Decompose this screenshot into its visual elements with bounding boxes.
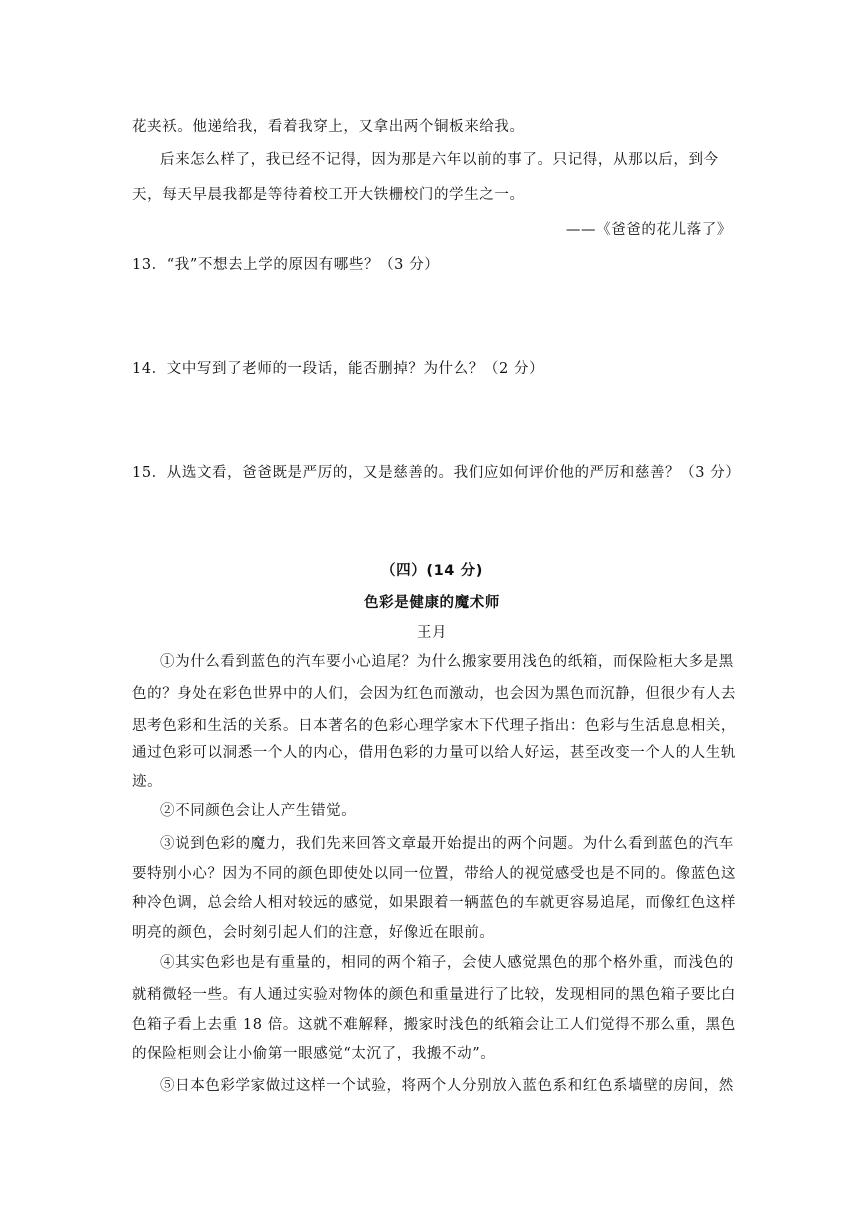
article-line: ③说到色彩的魔力，我们先来回答文章最开始提出的两个问题。为什么看到蓝色的汽车	[160, 836, 734, 852]
article-line: 要特别小心？因为不同的颜色即使处以同一位置，带给人的视觉感受也是不同的。像蓝色这	[132, 866, 736, 882]
article-line: 迹。	[132, 774, 163, 790]
question-15: 15．从选文看，爸爸既是严厉的，又是慈善的。我们应如何评价他的严厉和慈善？（3 分）	[132, 465, 741, 481]
article-title: 色彩是健康的魔术师	[364, 595, 500, 611]
passage-source: ——《爸爸的花儿落了》	[565, 222, 732, 238]
question-14: 14．文中写到了老师的一段话，能否删掉？为什么？（2 分）	[132, 361, 545, 377]
passage-line: 后来怎么样了，我已经不记得，因为那是六年以前的事了。只记得，从那以后，到今	[160, 152, 719, 168]
article-line: ①为什么看到蓝色的汽车要小心追尾？为什么搬家要用浅色的纸箱，而保险柜大多是黑	[160, 654, 734, 670]
question-13: 13．“我”不想去上学的原因有哪些？（3 分）	[132, 257, 440, 273]
article-line: 种冷色调，总会给人相对较远的感觉，如果跟着一辆蓝色的车就更容易追尾，而像红色这样	[132, 895, 736, 911]
article-line: 明亮的颜色，会时刻引起人们的注意，好像近在眼前。	[132, 925, 495, 941]
passage-line: 花夹袄。他递给我，看着我穿上，又拿出两个铜板来给我。	[132, 119, 525, 135]
article-line: ⑤日本色彩学家做过这样一个试验，将两个人分别放入蓝色系和红色系墙壁的房间，然	[160, 1078, 734, 1094]
article-line: ④其实色彩也是有重量的，相同的两个箱子，会使人感觉黑色的那个格外重，而浅色的	[160, 955, 734, 971]
article-line: 通过色彩可以洞悉一个人的内心，借用色彩的力量可以给人好运，甚至改变一个人的人生轨	[132, 745, 736, 761]
article-line: ②不同颜色会让人产生错觉。	[160, 803, 357, 819]
article-line: 色箱子看上去重 18 倍。这就不难解释，搬家时浅色的纸箱会让工人们觉得不那么重，黑色	[132, 1017, 736, 1033]
section-header: （四）(14 分)	[381, 563, 483, 579]
article-author: 王月	[416, 625, 448, 641]
article-line: 思考色彩和生活的关系。日本著名的色彩心理学家木下代理子指出：色彩与生活息息相关，	[132, 718, 736, 734]
article-line: 色的？身处在彩色世界中的人们，会因为红色而激动，也会因为黑色而沉静，但很少有人去	[132, 686, 736, 702]
article-line: 的保险柜则会让小偷第一眼感觉“太沉了，我搬不动”。	[132, 1046, 496, 1062]
article-line: 就稍微轻一些。有人通过实验对物体的颜色和重量进行了比较，发现相同的黑色箱子要比白	[132, 987, 736, 1003]
passage-line: 天，每天早晨我都是等待着校工开大铁栅校门的学生之一。	[132, 187, 525, 203]
